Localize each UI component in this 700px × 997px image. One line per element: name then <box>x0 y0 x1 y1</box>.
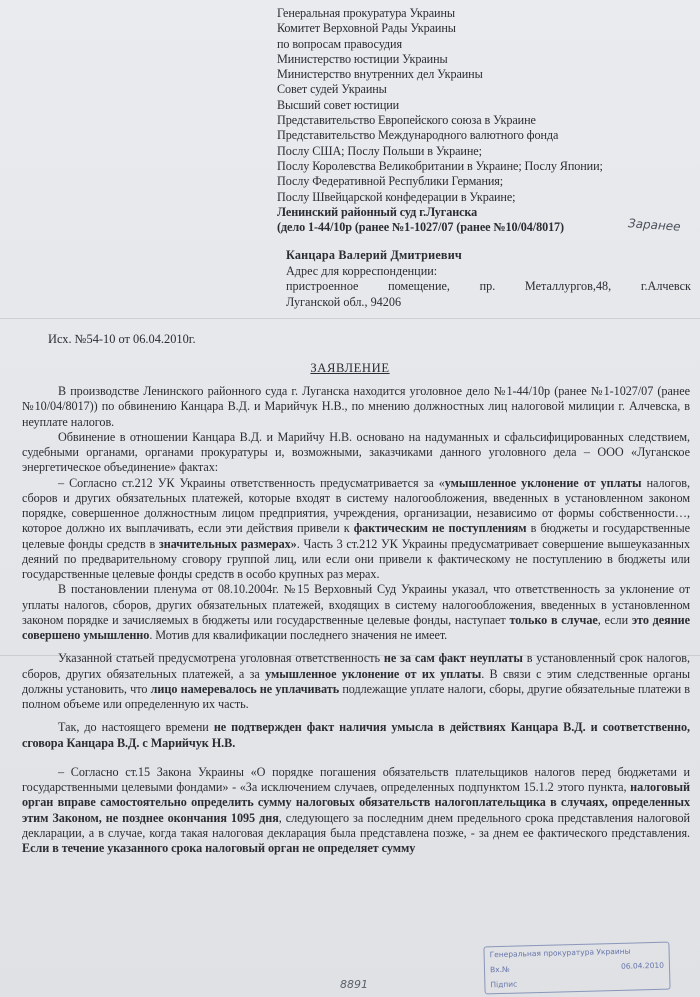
bold-run: не подтвержден факт наличия умысла в действиях Канцара В.Д. и соответственно, сговора Канцара В.Д. с Марийчук Н.В. <box>22 720 691 750</box>
addressee-line: Представительство Международного валютного фонда <box>277 128 559 143</box>
received-stamp <box>483 942 670 995</box>
bold-run: не за сам факт неуплаты <box>383 651 523 666</box>
addressee-line: Министерство внутренних дел Украины <box>277 67 483 82</box>
bold-run: Если в течение указанного срока налоговый орган не определяет сумму <box>22 841 416 855</box>
stamp-row <box>490 976 664 990</box>
case-number: (дело 1-44/10р (ранее №1-1027/07 (ранее №10/04/8017) <box>277 220 565 235</box>
sender-address-line <box>286 279 691 295</box>
addressee-line: Высший совет юстиции <box>277 97 400 112</box>
stamp-date: 06.04.2010 <box>620 960 665 971</box>
addressee-line: Послу США; Послу Польши в Украине; <box>277 143 482 158</box>
fold-line <box>0 318 700 319</box>
court-name: Ленинский районный суд г.Луганска <box>277 204 478 219</box>
addressee-line: Генеральная прокуратура Украины <box>277 6 455 20</box>
addressee-block <box>277 6 687 235</box>
sender-address-line2: Луганской обл., 94206 <box>286 294 402 309</box>
paragraph: В производстве Ленинского районного суда г. Луганска находится уголовное дело №1-44/10р (ранее №1-1027/07 (ранее №10/04/8017)) по обвинению Канцара В.Д. и Марийчук Н.В., по мнению должностных лиц налоговой милиции г. Алчевска, в неуплате налогов. <box>22 384 690 429</box>
text-run: Указанной статьей предусмотрена уголовная ответственность <box>58 651 384 666</box>
text-run: подлежащие уплате налоги, сборы, другие обязательные платежи в полном объеме или определенную их часть. <box>22 681 690 711</box>
addressee-line: Представительство Европейского союза в Украине <box>277 113 536 128</box>
text-run: В постановлении пленума от 08.10.2004г. №15 Верховный Суд Украины указал, что ответственность за уклонение от уплаты налогов, сборов, других обязательных платежей, входящих в систему налогообложения, введенных в установленном законом порядке и зачисляемых в бюджеты или государственные целевые фонды, наступает <box>22 582 690 627</box>
bold-run: умышленное уклонение от их уплаты <box>265 666 482 681</box>
document-title: ЗАЯВЛЕНИЕ <box>310 361 390 375</box>
paragraph <box>22 765 690 857</box>
addressee-line: Послу Королевства Великобритании в Украине; Послу Японии; <box>277 158 603 173</box>
text-run: в установленный срок налогов, сборов, других обязательных платежей, а за <box>22 651 691 681</box>
text-run: , следующего за последним днем предельного срока представления налоговой декларации, а в случае, когда такая налоговая декларация была представлена позже, - за днем ее фактического представления. <box>22 810 690 840</box>
bold-run: умышленное уклонение от уплаты <box>444 475 642 490</box>
text-run: . Часть 3 ст.212 УК Украины предусматривает совершение вышеуказанных деяний по предварительному сговору группой лиц, или если они привели к фактическому не поступлению в бюджеты или государственные целевые фонды средств в особо крупных раз мерах. <box>22 536 690 581</box>
sender-name: Канцара Валерий Дмитриевич <box>286 248 463 262</box>
stamp-row <box>490 961 664 975</box>
addressee-line: Министерство юстиции Украины <box>277 51 448 66</box>
address-part: пристроенное <box>286 279 359 294</box>
text-run: налогов, сборов и других обязательных платежей, которые входят в систему налогообложения, введенных в установленном законом порядке, совершенное должностным лицом предприятия, учреждения, организации, независимо от формы собственности…, которое должно их выплачивать, если эти действия привели к <box>22 475 690 536</box>
addressee-line: Послу Швейцарской конфедерации в Украине; <box>277 189 516 204</box>
text-run: . В связи с этим следственные органы должны установить, что <box>22 666 690 696</box>
paragraph <box>22 651 690 712</box>
paragraph <box>22 476 690 583</box>
handwritten-note: Заранее <box>627 216 682 234</box>
paragraph: Обвинение в отношении Канцара В.Д. и Марийчу Н.В. основано на надуманных и сфальсифицированных следствием, судебными органами, органами прокуратуры и, возможными, заказчиками данного уголовного дела – ООО «Луганское энергетическое объединение» фактах: <box>22 429 690 475</box>
bold-run: только в случае <box>509 612 598 627</box>
addressee-line: Комитет Верховной Рады Украины <box>277 21 456 36</box>
addressee-line: по вопросам правосудия <box>277 36 402 51</box>
document-body <box>22 384 690 856</box>
paragraph <box>22 720 690 751</box>
sender-block <box>286 248 691 310</box>
text-run: – Согласно ст.15 Закона Украины «О порядке погашения обязательств плательщиков налогов перед бюджетами и государственными целевыми фондами» - «За исключением случаев, определенных подпунктом 15.1.2 этого пункта, <box>22 764 690 794</box>
paragraph <box>22 582 690 643</box>
text-run: – Согласно ст.212 УК Украины ответственность предусматривается за « <box>58 475 445 490</box>
stamp-signature-label: Підпис <box>490 979 518 990</box>
bold-run: фактическим не поступлениям <box>353 521 527 536</box>
bold-run: это деяние совершено умышленно <box>22 612 690 642</box>
stamp-org: Генеральная прокуратура Украины <box>489 946 631 960</box>
address-part: помещение, <box>388 279 450 294</box>
address-part: пр. <box>479 279 496 294</box>
sender-address-label: Адрес для корреспонденции: <box>286 263 438 278</box>
address-part: г.Алчевск <box>640 279 691 294</box>
stamp-in-label: Вх.№ <box>489 964 510 975</box>
bold-run: налоговый орган вправе самостоятельно определить сумму налоговых обязательств налогоплательщика в случаях, определенных этим Законом, не позднее окончания 1095 дня <box>22 780 690 825</box>
addressee-line: Совет судей Украины <box>277 82 387 97</box>
address-part: Металлургов,48, <box>524 279 612 294</box>
text-run: Так, до настоящего времени <box>58 720 214 735</box>
outgoing-number: Исх. №54-10 от 06.04.2010г. <box>48 332 196 346</box>
bold-run: значительных размерах» <box>158 536 297 551</box>
text-run: . Мотив для квалификации последнего значения не имеет. <box>149 628 448 642</box>
bold-run: лицо намеревалось не уплачивать <box>150 681 340 696</box>
addressee-line: Послу Федеративной Республики Германия; <box>277 174 504 189</box>
text-run: , если <box>597 612 632 627</box>
text-run: в бюджеты и государственные целевые фонды средств в <box>22 521 690 551</box>
handwritten-number: 8891 <box>340 978 368 991</box>
